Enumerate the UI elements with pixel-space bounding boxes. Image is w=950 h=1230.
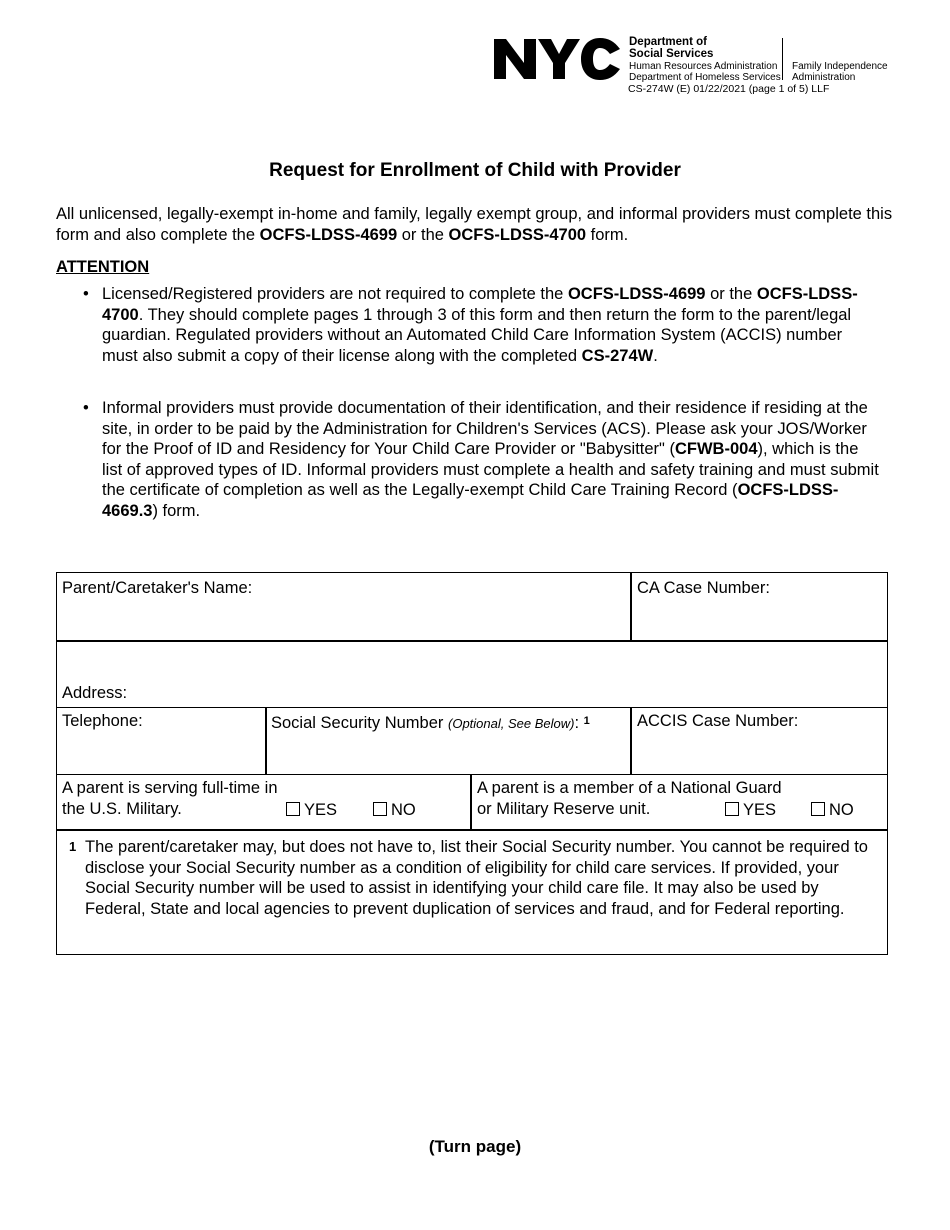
family-independence-admin: Family Independence Administration [792,61,888,83]
nyc-logo-icon [494,37,620,81]
military-yes-option[interactable]: YES [286,801,337,820]
department-name: Department of Social Services [629,36,714,60]
military-no-checkbox[interactable] [373,802,387,816]
agency-list: Human Resources Administration Department of Homeless Services [629,61,781,83]
national-guard-question: A parent is a member of a National Guard or Military Reserve unit. [477,779,782,818]
row-divider [57,829,887,831]
page-title: Request for Enrollment of Child with Provider [269,160,681,181]
intro-paragraph: All unlicensed, legally-exempt in-home and family, legally exempt group, and informal providers must complete this form and also complete the OCFS-LDSS-4699 or the OCFS-LDSS-4700 form. [56,205,893,244]
col-divider [265,707,267,775]
row-divider [57,774,887,775]
nyc-logo [494,37,620,81]
ssn-footnote: The parent/caretaker may, but does not have to, list their Social Security number. You cannot be required to disclose your Social Security number as a condition of eligibility for child care services. If provided, your Social Security number will be used to assist in identifying your child care file. It may also be used by Federal, State and local agencies to prevent duplication of services and fraud, and for Federal reporting. [85,838,868,918]
row-divider [57,640,887,642]
guard-no-checkbox[interactable] [811,802,825,816]
ca-case-number-field[interactable]: CA Case Number: [637,579,770,597]
guard-yes-option[interactable]: YES [725,801,776,820]
accis-case-number-field[interactable]: ACCIS Case Number: [637,712,799,730]
col-divider [630,573,632,641]
military-yes-checkbox[interactable] [286,802,300,816]
military-no-option[interactable]: NO [373,801,416,820]
ssn-field[interactable]: Social Security Number (Optional, See Below): $^1$ [271,714,590,732]
ssn-footnote-ref: 1 [583,715,590,727]
military-question: A parent is serving full-time in the U.S. Military. [62,779,278,818]
turn-page-note: (Turn page) [428,1137,522,1156]
col-divider [470,774,472,830]
col-divider [630,707,632,775]
telephone-field[interactable]: Telephone: [62,712,143,730]
parent-name-field[interactable]: Parent/Caretaker's Name: [62,579,253,597]
form-number: CS-274W (E) 01/22/2021 (page 1 of 5) LLF [628,83,830,95]
row-divider [57,707,887,708]
enrollment-form [56,572,888,955]
footnote-mark: 1 [69,839,77,854]
address-field[interactable]: Address: [62,683,128,702]
bullet-licensed-providers: • Licensed/Registered providers are not required to complete the OCFS-LDSS-4699 or the OCFS-LDSS-4700. They should complete pages 1 through 3 of this form and then return the form to the parent/legal guardian. Regulated providers without an Automated Child Care Information System (ACCIS) number must also submit a copy of their license along with the completed CS-274W. [102,284,882,366]
attention-heading: ATTENTION [56,258,150,276]
header-divider [782,38,783,80]
bullet-informal-providers: • Informal providers must provide documentation of their identification, and their residence if residing at the site, in order to be paid by the Administration for Children's Services (ACS). Please ask your JOS/Worker for the Proof of ID and Residency for Your Child Care Provider or "Babysitter" (CFWB-004), which is the list of approved types of ID. Informal providers must complete a health and safety training and must submit the certificate of completion as well as the Legally-exempt Child Care Training Record (OCFS-LDSS-4669.3) form. [102,398,882,521]
guard-yes-checkbox[interactable] [725,802,739,816]
guard-no-option[interactable]: NO [811,801,854,820]
